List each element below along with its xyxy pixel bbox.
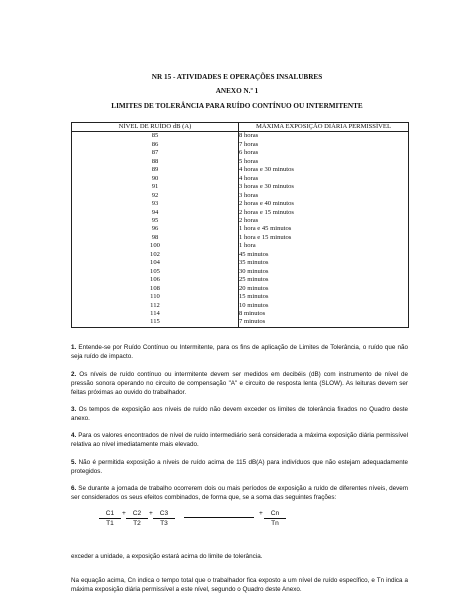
document-title: NR 15 - ATIVIDADES E OPERAÇÕES INSALUBRES (151, 73, 323, 81)
table-row (72, 183, 409, 191)
max-exposure-cell: 5 horas (239, 158, 409, 166)
noise-level-cell: 85 (72, 132, 239, 141)
annex-heading: ANEXO N.º 1 (215, 87, 259, 95)
table-row (72, 268, 409, 276)
fraction-cn-tn (264, 509, 286, 528)
paragraph-number: 6. (71, 485, 77, 492)
max-exposure-cell: 25 minutos (239, 276, 409, 284)
table-row (72, 242, 409, 250)
noise-level-cell: 95 (72, 217, 239, 225)
paragraph-text: Os tempos de exposição aos níveis de ruído não devem exceder os limites de tolerância fixados no Quadro deste anexo. (71, 406, 408, 423)
table-row (72, 166, 409, 174)
paragraph-number: 2. (71, 371, 77, 378)
tolerance-table (71, 122, 409, 328)
noise-level-cell: 91 (72, 183, 239, 191)
table-row (72, 225, 409, 233)
noise-level-cell: 98 (72, 234, 239, 242)
noise-level-cell: 92 (72, 192, 239, 200)
noise-level-cell: 90 (72, 175, 239, 183)
noise-level-cell: 87 (72, 149, 239, 157)
table-row (72, 132, 409, 141)
paragraph-text: Para os valores encontrados de nível de ruído intermediário será considerada a máxima exposição diária permissível relativa ao nível imediatamente mais elevado. (71, 432, 408, 449)
noise-level-cell: 88 (72, 158, 239, 166)
plus-sign: + (149, 510, 153, 517)
noise-level-cell: 112 (72, 302, 239, 310)
table-heading: LIMITES DE TOLERÂNCIA PARA RUÍDO CONTÍNUO OU INTERMITENTE (111, 102, 363, 110)
table-row (72, 141, 409, 149)
table-row (72, 175, 409, 183)
continuation-line (184, 517, 254, 518)
table-row (72, 259, 409, 267)
noise-level-cell: 105 (72, 268, 239, 276)
max-exposure-cell: 6 horas (239, 149, 409, 157)
table-row (72, 276, 409, 284)
max-exposure-cell: 20 minutos (239, 285, 409, 293)
table-body (72, 132, 409, 327)
noise-level-cell: 115 (72, 318, 239, 327)
paragraph-equation-note: Na equação acima, Cn indica o tempo total que o trabalhador fica exposto a um nível de ruído específico, e Tn indica a máxima exposição diária permissível a este nível, segundo o Quadro deste Anexo. (71, 577, 408, 594)
paragraph-exceed: exceder a unidade, a exposição estará acima do limite de tolerância. (71, 553, 263, 560)
paragraph-2 (71, 370, 408, 398)
fraction-denominator: T2 (133, 520, 141, 527)
max-exposure-cell: 2 horas (239, 217, 409, 225)
max-exposure-cell: 2 horas e 15 minutos (239, 209, 409, 217)
fraction-numerator: C3 (153, 509, 175, 519)
fraction-denominator: Tn (271, 520, 279, 527)
noise-level-cell: 86 (72, 141, 239, 149)
paragraph-text: Os níveis de ruído contínuo ou intermitente devem ser medidos em decibéis (dB) com instrumento de nível de pressão sonora operando no circuito de compensação "A" e circuito de resposta lenta (SLOW). As leituras devem ser feitas próximas ao ouvido do trabalhador. (71, 371, 408, 397)
noise-level-cell: 106 (72, 276, 239, 284)
table-row (72, 251, 409, 259)
fraction-c3-t3 (153, 509, 175, 528)
max-exposure-cell: 2 horas e 40 minutos (239, 200, 409, 208)
noise-level-cell: 110 (72, 293, 239, 301)
fraction-numerator: C2 (126, 509, 148, 519)
table-row (72, 200, 409, 208)
paragraph-number: 1. (71, 344, 77, 351)
paragraph-number: 5. (71, 459, 77, 466)
paragraph-text: Entende-se por Ruído Contínuo ou Intermitente, para os fins de aplicação de Limites de Tolerância, o ruído que não seja ruído de impacto. (71, 344, 408, 361)
max-exposure-cell: 3 horas (239, 192, 409, 200)
noise-level-cell: 108 (72, 285, 239, 293)
max-exposure-cell: 7 horas (239, 141, 409, 149)
paragraph-5 (71, 458, 408, 476)
fraction-c1-t1 (99, 509, 121, 528)
max-exposure-cell: 15 minutos (239, 293, 409, 301)
max-exposure-cell: 7 minutos (239, 318, 409, 327)
table-row (72, 209, 409, 217)
noise-level-cell: 102 (72, 251, 239, 259)
max-exposure-cell: 35 minutos (239, 259, 409, 267)
table-row (72, 192, 409, 200)
max-exposure-cell: 4 horas e 30 minutos (239, 166, 409, 174)
col-header-noise-level: NÍVEL DE RUÍDO dB (A) (72, 123, 239, 132)
max-exposure-cell: 8 horas (239, 132, 409, 141)
noise-level-cell: 100 (72, 242, 239, 250)
noise-level-cell: 94 (72, 209, 239, 217)
max-exposure-cell: 3 horas e 30 minutos (239, 183, 409, 191)
table-header-row (72, 123, 409, 132)
paragraph-1 (71, 343, 408, 361)
plus-sign: + (122, 510, 126, 517)
paragraph-4 (71, 431, 408, 449)
col-header-max-exposure: MÁXIMA EXPOSIÇÃO DIÁRIA PERMISSÍVEL (239, 123, 409, 132)
max-exposure-cell: 1 hora (239, 242, 409, 250)
table-row (72, 234, 409, 242)
table-row (72, 217, 409, 225)
noise-level-cell: 93 (72, 200, 239, 208)
paragraph-number: 3. (71, 406, 77, 413)
fraction-c2-t2 (126, 509, 148, 528)
max-exposure-cell: 45 minutos (239, 251, 409, 259)
max-exposure-cell: 8 minutos (239, 310, 409, 318)
max-exposure-cell: 1 hora e 15 minutos (239, 234, 409, 242)
max-exposure-cell: 4 horas (239, 175, 409, 183)
table-row (72, 318, 409, 327)
table-row (72, 302, 409, 310)
table-row (72, 285, 409, 293)
fraction-denominator: T1 (106, 520, 114, 527)
paragraph-3 (71, 405, 408, 423)
max-exposure-cell: 10 minutos (239, 302, 409, 310)
fraction-denominator: T3 (160, 520, 168, 527)
table-row (72, 158, 409, 166)
fraction-numerator: C1 (99, 509, 121, 519)
fraction-sum-equation (0, 509, 474, 531)
table-row (72, 293, 409, 301)
plus-sign: + (259, 510, 263, 517)
noise-level-cell: 104 (72, 259, 239, 267)
fraction-numerator: Cn (264, 509, 286, 519)
noise-level-cell: 114 (72, 310, 239, 318)
table-row (72, 310, 409, 318)
paragraph-text: Se durante a jornada de trabalho ocorrerem dois ou mais períodos de exposição a ruído de diferentes níveis, devem ser considerados os seus efeitos combinados, de forma que, se a soma das seguintes frações: (71, 485, 408, 502)
paragraph-number: 4. (71, 432, 77, 439)
max-exposure-cell: 1 hora e 45 minutos (239, 225, 409, 233)
paragraph-text: Não é permitida exposição a níveis de ruído acima de 115 dB(A) para indivíduos que não estejam adequadamente protegidos. (71, 459, 408, 476)
table-row (72, 149, 409, 157)
max-exposure-cell: 30 minutos (239, 268, 409, 276)
noise-level-cell: 96 (72, 225, 239, 233)
noise-level-cell: 89 (72, 166, 239, 174)
paragraph-6 (71, 484, 408, 502)
